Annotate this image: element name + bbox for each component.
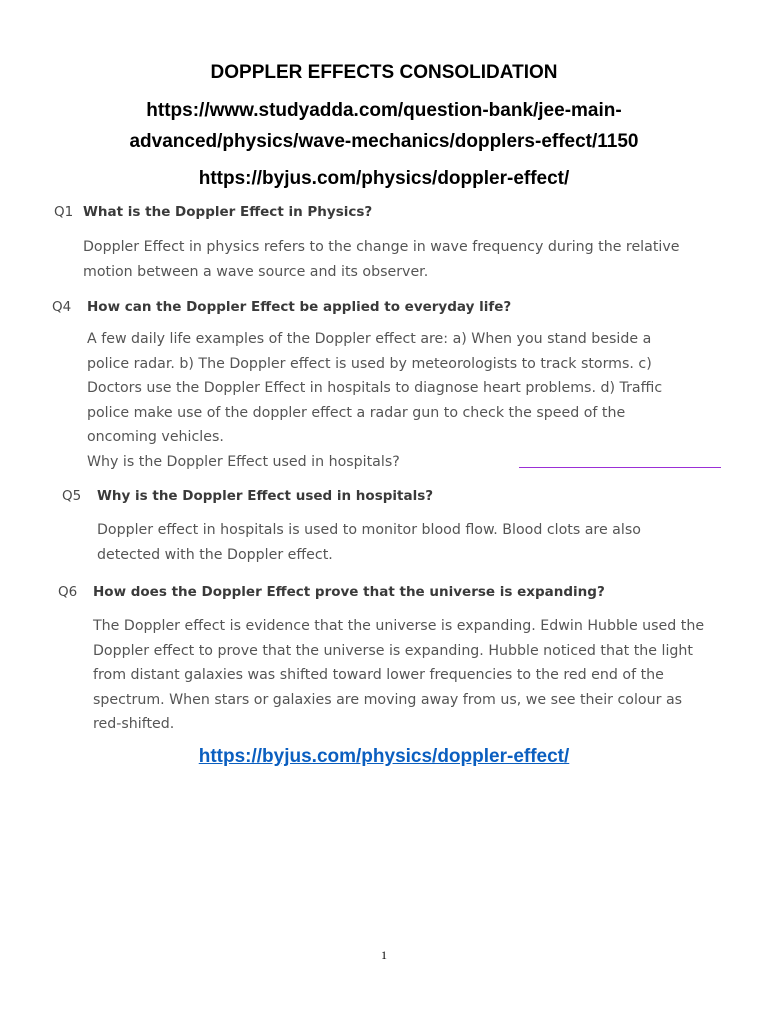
answer-line: from distant galaxies was shifted toward lower frequencies to the red end of the [93,667,664,684]
answer-line: A few daily life examples of the Doppler effect are: a) When you stand beside a [87,331,652,347]
question-text: How does the Doppler Effect prove that the universe is expanding? [93,584,605,600]
answer-line: Why is the Doppler Effect used in hospitals? [87,453,400,470]
answer-line: detected with the Doppler effect. [97,546,333,563]
question-number: Q4 [52,299,72,315]
answer-line: police radar. b) The Doppler effect is used by meteorologists to track storms. c) [87,355,652,372]
question-text: What is the Doppler Effect in Physics? [83,204,373,220]
byjus-link-top[interactable]: https://byjus.com/physics/doppler-effect/ [198,168,570,189]
purple-underline-mark [519,467,721,468]
studyadda-link-line-1[interactable]: https://www.studyadda.com/question-bank/jee-main- [146,100,622,121]
studyadda-link[interactable] [0,95,768,157]
byjus-link-bottom[interactable]: https://byjus.com/physics/doppler-effect/ [198,746,570,767]
document-title: DOPPLER EFFECTS CONSOLIDATION [210,62,558,83]
answer-line: police make use of the doppler effect a radar gun to check the speed of the [87,404,626,421]
answer-line: red-shifted. [93,716,175,733]
answer-text [83,235,679,284]
answer-line: Doppler Effect in physics refers to the change in wave frequency during the relative [83,239,680,255]
answer-line: oncoming vehicles. [87,429,224,446]
answer-line: Doppler effect in hospitals is used to monitor blood flow. Blood clots are also [97,522,641,538]
question-text: Why is the Doppler Effect used in hospitals? [97,488,434,504]
question-text: How can the Doppler Effect be applied to everyday life? [87,299,512,315]
answer-line: spectrum. When stars or galaxies are moving away from us, we see their colour as [93,691,683,708]
answer-line: Doppler effect to prove that the universe is expanding. Hubble noticed that the light [93,642,693,659]
page-number: 1 [381,948,387,962]
answer-text [97,518,641,567]
studyadda-link-line-2[interactable]: advanced/physics/wave-mechanics/dopplers-effect/1150 [129,131,639,152]
question-number: Q1 [54,204,74,220]
answer-line: motion between a wave source and its observer. [83,263,429,280]
answer-text [93,614,704,737]
answer-text [87,327,662,475]
answer-line: Doctors use the Doppler Effect in hospitals to diagnose heart problems. d) Traffic [87,380,663,397]
question-number: Q6 [58,584,78,600]
question-number: Q5 [62,488,82,504]
answer-line: The Doppler effect is evidence that the universe is expanding. Edwin Hubble used the [93,618,705,634]
